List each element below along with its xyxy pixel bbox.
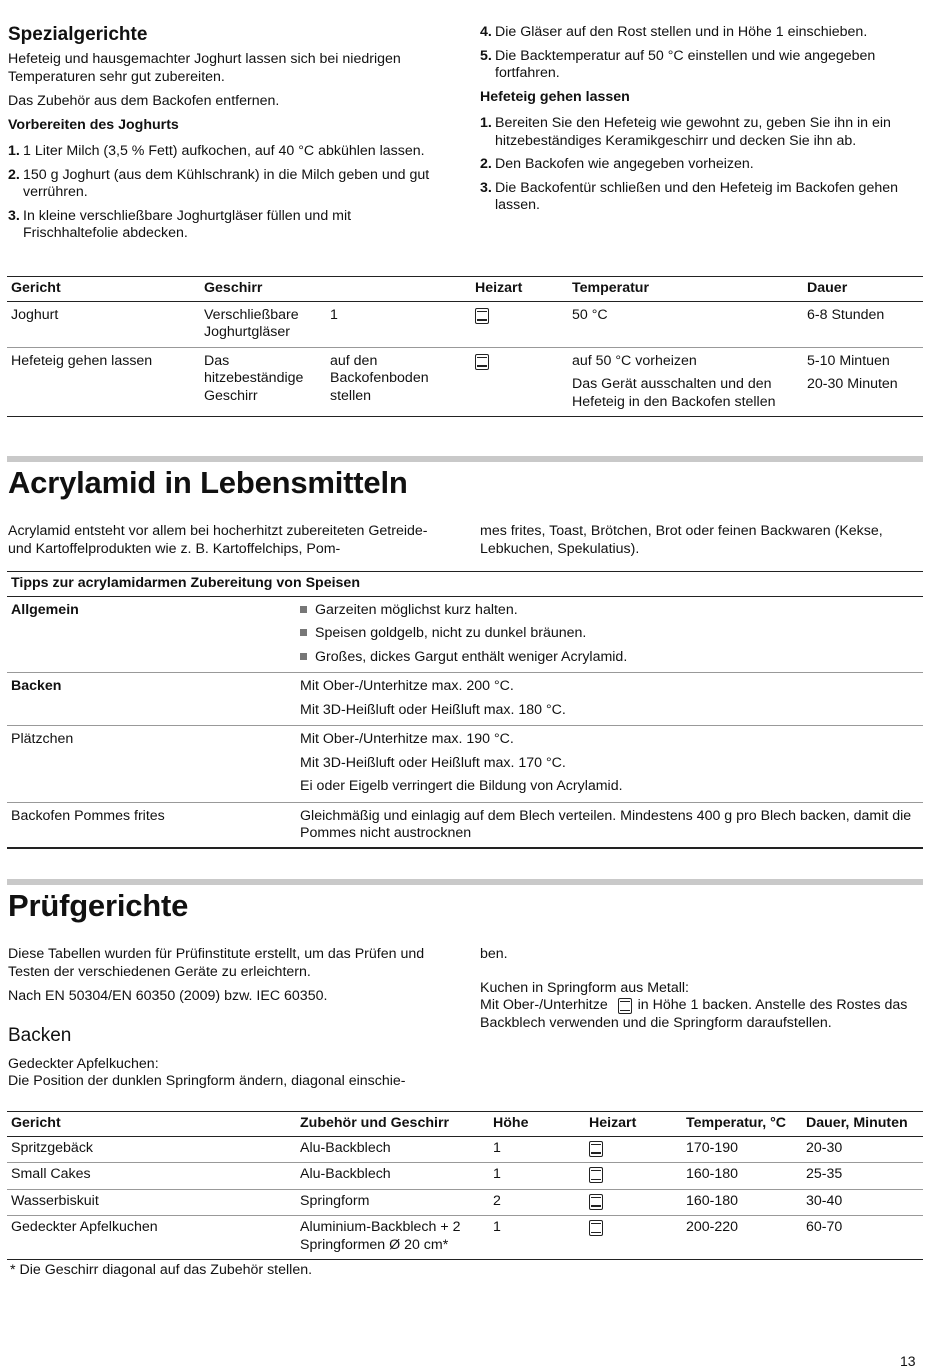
dishware-cell: Das hitzebeständige Geschirr <box>204 352 304 404</box>
tip-line <box>300 625 919 643</box>
category-cell: Backofen Pommes frites <box>11 807 165 824</box>
heating-cell <box>585 1163 682 1190</box>
column-header: Zubehör und Geschirr <box>300 1115 449 1131</box>
step-text: Den Backofen wie angegeben vorheizen. <box>495 156 754 172</box>
test-dishes-table <box>7 1111 923 1260</box>
table-row <box>7 726 923 803</box>
tip-line: Mit 3D-Heißluft oder Heißluft max. 170 °C. <box>300 754 566 771</box>
tips-cell <box>296 673 923 726</box>
accessory-cell: Springform <box>300 1192 370 1209</box>
accessory-cell: Alu-Backblech <box>300 1139 391 1156</box>
apfel-text-continued: ben. <box>480 946 508 962</box>
prep-steps-left <box>8 143 448 243</box>
heating-cell <box>471 301 568 347</box>
list-item <box>8 208 448 243</box>
accessory-cell: Aluminium-Backblech + 2 Springformen Ø 20 cm* <box>300 1219 461 1253</box>
duration-cell: 60-70 <box>806 1219 843 1235</box>
column-header: Temperatur, °C <box>686 1115 787 1131</box>
duration-line: 20-30 Minuten <box>807 376 898 392</box>
table-row <box>7 1189 923 1216</box>
top-bottom-heat-icon <box>589 1167 603 1183</box>
step-number: 1. <box>480 115 492 131</box>
tip-line: Mit Ober-/Unterhitze max. 190 °C. <box>300 731 514 747</box>
tip-text: Garzeiten möglichst kurz halten. <box>315 601 518 618</box>
bullet-icon <box>300 629 307 636</box>
step-number: 3. <box>8 207 20 224</box>
tips-cell: Gleichmäßig und einlagig auf dem Blech verteilen. Mindestens 400 g pro Blech backen, damit die Pommes nicht austrocknen <box>300 807 912 841</box>
tip-line: Ei oder Eigelb verringert die Bildung von Acrylamid. <box>300 778 623 794</box>
list-item <box>480 115 925 150</box>
table-row <box>7 802 923 848</box>
list-item <box>480 24 925 42</box>
dish-cell: Joghurt <box>11 306 59 323</box>
duration-cell: 20-30 <box>806 1139 843 1156</box>
column-header: Heizart <box>589 1115 637 1131</box>
step-number: 2. <box>480 156 492 172</box>
column-header: Höhe <box>493 1115 529 1131</box>
bullet-icon <box>300 653 307 660</box>
dish-cell: Small Cakes <box>11 1166 91 1182</box>
heating-cell <box>585 1216 682 1260</box>
temperature-cell: 200-220 <box>686 1219 739 1235</box>
level-cell: 1 <box>493 1219 501 1235</box>
step-text: Bereiten Sie den Hefeteig wie gewohnt zu, geben Sie ihn in ein hitzebeständiges Keramikgeschirr und decken Sie ihn ab. <box>495 115 891 149</box>
page-number: 13 <box>900 1353 916 1369</box>
spezial-right-column <box>480 24 925 221</box>
duration-line: 5-10 Mintuen <box>807 352 890 369</box>
spezial-remove-text: Das Zubehör aus dem Backofen entfernen. <box>8 93 280 109</box>
table-title: Tipps zur acrylamidarmen Zubereitung von Speisen <box>11 575 360 591</box>
kuchen-text-a: Kuchen in Springform aus Metall: <box>480 979 689 996</box>
duration-cell <box>803 347 923 417</box>
prep-steps-right <box>480 24 925 83</box>
table-row <box>7 1163 923 1190</box>
step-number: 1. <box>8 143 20 159</box>
kuchen-text-b-part1: Mit Ober-/Unterhitze <box>480 997 608 1013</box>
table-row <box>7 301 923 347</box>
heating-cell <box>585 1136 682 1163</box>
kuchen-text-b <box>480 997 925 1032</box>
pruef-intro: Diese Tabellen wurden für Prüfinstitute erstellt, um das Prüfen und Testen der verschiedenen Geräte zu erleichtern. <box>8 946 425 980</box>
hefe-steps <box>480 115 925 215</box>
level-cell: 2 <box>493 1192 501 1209</box>
spezial-intro: Hefeteig und hausgemachter Joghurt lassen sich bei niedrigen Temperaturen sehr gut zubereiten. <box>8 51 401 85</box>
category-cell: Backen <box>11 678 62 694</box>
column-header: Temperatur <box>572 280 649 296</box>
tip-line <box>300 649 919 667</box>
duration-cell: 6-8 Stunden <box>807 306 885 323</box>
duration-cell: 25-35 <box>806 1166 843 1182</box>
spezial-title: Spezialgerichte <box>8 24 148 45</box>
temperature-cell: 170-190 <box>686 1139 739 1156</box>
temperature-cell <box>568 347 803 417</box>
column-header: Dauer, Minuten <box>806 1115 908 1131</box>
dishware-cell: Verschließbare Joghurtgläser <box>204 306 299 340</box>
list-item <box>8 167 448 202</box>
column-header: Geschirr <box>204 280 263 296</box>
table-header-row <box>7 572 923 597</box>
dish-cell: Gedeckter Apfelkuchen <box>11 1219 158 1235</box>
step-number: 2. <box>8 166 20 183</box>
list-item <box>8 143 448 161</box>
hefe-heading: Hefeteig gehen lassen <box>480 88 630 105</box>
tips-cell <box>296 726 923 803</box>
category-cell: Plätzchen <box>11 731 74 747</box>
temperature-cell: 160-180 <box>686 1192 739 1209</box>
list-item <box>480 156 925 174</box>
step-number: 3. <box>480 179 492 196</box>
table-row <box>7 347 923 417</box>
step-number: 5. <box>480 47 492 64</box>
list-item <box>480 180 925 215</box>
step-text: 1 Liter Milch (3,5 % Fett) aufkochen, auf 40 °C abkühlen lassen. <box>23 143 425 159</box>
section-divider <box>7 879 923 885</box>
top-bottom-heat-icon <box>589 1194 603 1210</box>
step-number: 4. <box>480 24 492 40</box>
table-header-row <box>7 1112 923 1137</box>
position-cell: 1 <box>330 306 338 323</box>
heating-cell <box>585 1189 682 1216</box>
list-item <box>480 48 925 83</box>
dish-cell: Wasserbiskuit <box>11 1192 99 1209</box>
step-text: Die Gläser auf den Rost stellen und in Höhe 1 einschieben. <box>495 24 868 40</box>
temperature-cell: 160-180 <box>686 1166 739 1182</box>
tip-line <box>300 602 919 620</box>
spezial-left-column <box>8 24 448 249</box>
top-bottom-heat-icon <box>475 308 489 324</box>
top-bottom-heat-icon <box>618 998 632 1014</box>
apfel-text: Gedeckter Apfelkuchen: Die Position der dunklen Springform ändern, diagonal einschie- <box>8 1055 406 1089</box>
tip-text: Speisen goldgelb, nicht zu dunkel bräunen. <box>315 625 587 641</box>
step-text: 150 g Joghurt (aus dem Kühlschrank) in die Milch geben und gut verrühren. <box>23 166 430 200</box>
special-dishes-table <box>7 276 923 417</box>
dish-cell: Hefeteig gehen lassen <box>11 352 153 369</box>
top-bottom-heat-icon <box>475 354 489 370</box>
category-cell: Allgemein <box>11 601 79 618</box>
pruef-right-column <box>480 946 925 1032</box>
prep-heading: Vorbereiten des Joghurts <box>8 116 179 133</box>
footnote: * Die Geschirr diagonal auf das Zubehör stellen. <box>10 1262 313 1278</box>
duration-cell: 30-40 <box>806 1192 843 1209</box>
temperature-cell: 50 °C <box>572 306 608 323</box>
table-row <box>7 1136 923 1163</box>
tips-cell <box>296 596 923 673</box>
acryl-title: Acrylamid in Lebensmitteln <box>8 465 408 500</box>
tip-text: Großes, dickes Gargut enthält weniger Acrylamid. <box>315 648 628 665</box>
tip-line: Mit Ober-/Unterhitze max. 200 °C. <box>300 678 514 694</box>
top-bottom-heat-icon <box>589 1220 603 1236</box>
column-header: Heizart <box>475 280 523 296</box>
top-bottom-heat-icon <box>589 1141 603 1157</box>
column-header: Gericht <box>11 1115 61 1131</box>
heating-cell <box>471 347 568 417</box>
level-cell: 1 <box>493 1166 501 1182</box>
acryl-text-right: mes frites, Toast, Brötchen, Brot oder feinen Backwaren (Kekse, Lebkuchen, Spekulatius). <box>480 523 883 557</box>
column-header: Dauer <box>807 280 848 296</box>
kuchen-text-b-part2: in Höhe 1 backen. Anstelle des Rostes das Backblech verwenden und die Springform daraufstellen. <box>480 997 908 1031</box>
step-text: Die Backtemperatur auf 50 °C einstellen und wie angegeben fortfahren. <box>495 47 876 81</box>
tip-line: Mit 3D-Heißluft oder Heißluft max. 180 °C. <box>300 701 566 718</box>
pruef-title: Prüfgerichte <box>8 888 189 923</box>
step-text: Die Backofentür schließen und den Hefeteig im Backofen gehen lassen. <box>495 179 899 213</box>
acryl-text-left: Acrylamid entsteht vor allem bei hocherhitzt zubereiteten Getreide- und Kartoffelprodukten wie z. B. Kartoffelchips, Pom- <box>8 523 428 557</box>
table-row <box>7 1216 923 1260</box>
column-header: Gericht <box>11 280 61 296</box>
bullet-icon <box>300 606 307 613</box>
dish-cell: Spritzgebäck <box>11 1139 94 1156</box>
acrylamide-tips-table <box>7 571 923 849</box>
accessory-cell: Alu-Backblech <box>300 1166 391 1182</box>
step-text: In kleine verschließbare Joghurtgläser füllen und mit Frischhaltefolie abdecken. <box>23 207 352 241</box>
level-cell: 1 <box>493 1139 501 1156</box>
pruef-norm: Nach EN 50304/EN 60350 (2009) bzw. IEC 60350. <box>8 988 328 1004</box>
table-row <box>7 596 923 673</box>
backen-title: Backen <box>8 1024 72 1046</box>
temperature-line: auf 50 °C vorheizen <box>572 352 697 369</box>
temperature-line: Das Gerät ausschalten und den Hefeteig in den Backofen stellen <box>572 376 776 410</box>
table-row <box>7 673 923 726</box>
position-cell: auf den Backofenboden stellen <box>330 352 429 404</box>
pruef-left-column <box>8 946 453 1091</box>
table-header-row <box>7 277 923 302</box>
section-divider <box>7 456 923 462</box>
